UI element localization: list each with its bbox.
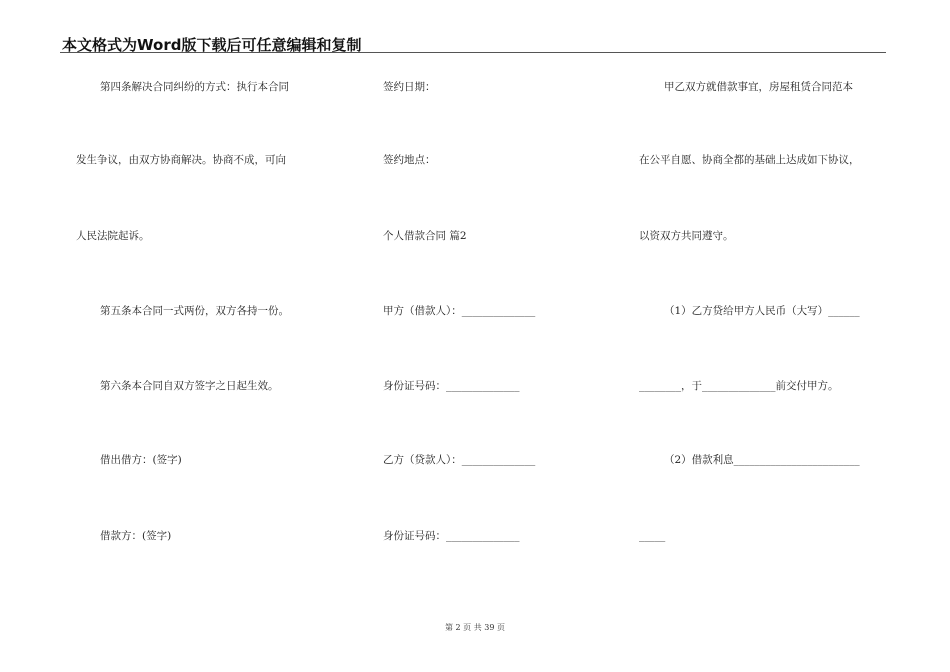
text-line: 第五条本合同一式两份，双方各持一份。 [100, 305, 289, 317]
text-line: 个人借款合同 篇2 [383, 230, 467, 242]
text-line: （1）乙方贷给甲方人民币（大写）______ [664, 305, 860, 317]
text-line: 第六条本合同自双方签字之日起生效。 [100, 380, 279, 392]
text-line: 乙方（贷款人）：______________ [383, 454, 536, 466]
text-line: 第四条解决合同纠纷的方式：执行本合同 [100, 81, 289, 93]
text-line: 借款方：(签字) [100, 530, 172, 542]
text-line: 在公平自愿、协商全都的基础上达成如下协议， [639, 154, 860, 166]
text-line: （2）借款利息________________________ [664, 454, 860, 466]
page-number: 第 2 页 共 39 页 [445, 623, 505, 632]
text-line: _____ [639, 530, 666, 542]
text-line: ________，于______________前交付甲方。 [639, 380, 839, 392]
text-line: 借出借方：(签字) [100, 454, 182, 466]
text-line: 发生争议，由双方协商解决。协商不成，可向 [76, 154, 286, 166]
text-line: 人民法院起诉。 [76, 230, 150, 242]
text-line: 甲方（借款人）：______________ [383, 305, 536, 317]
text-line: 身份证号码：______________ [383, 380, 520, 392]
header-divider [60, 52, 886, 53]
text-line: 甲乙双方就借款事宜，房屋租赁合同范本 [664, 81, 853, 93]
text-line: 身份证号码：______________ [383, 530, 520, 542]
document-title: 本文格式为Word版下载后可任意编辑和复制 [62, 36, 362, 54]
text-line: 以资双方共同遵守。 [639, 230, 734, 242]
text-line: 签约地点： [383, 154, 436, 166]
text-line: 签约日期： [383, 81, 436, 93]
